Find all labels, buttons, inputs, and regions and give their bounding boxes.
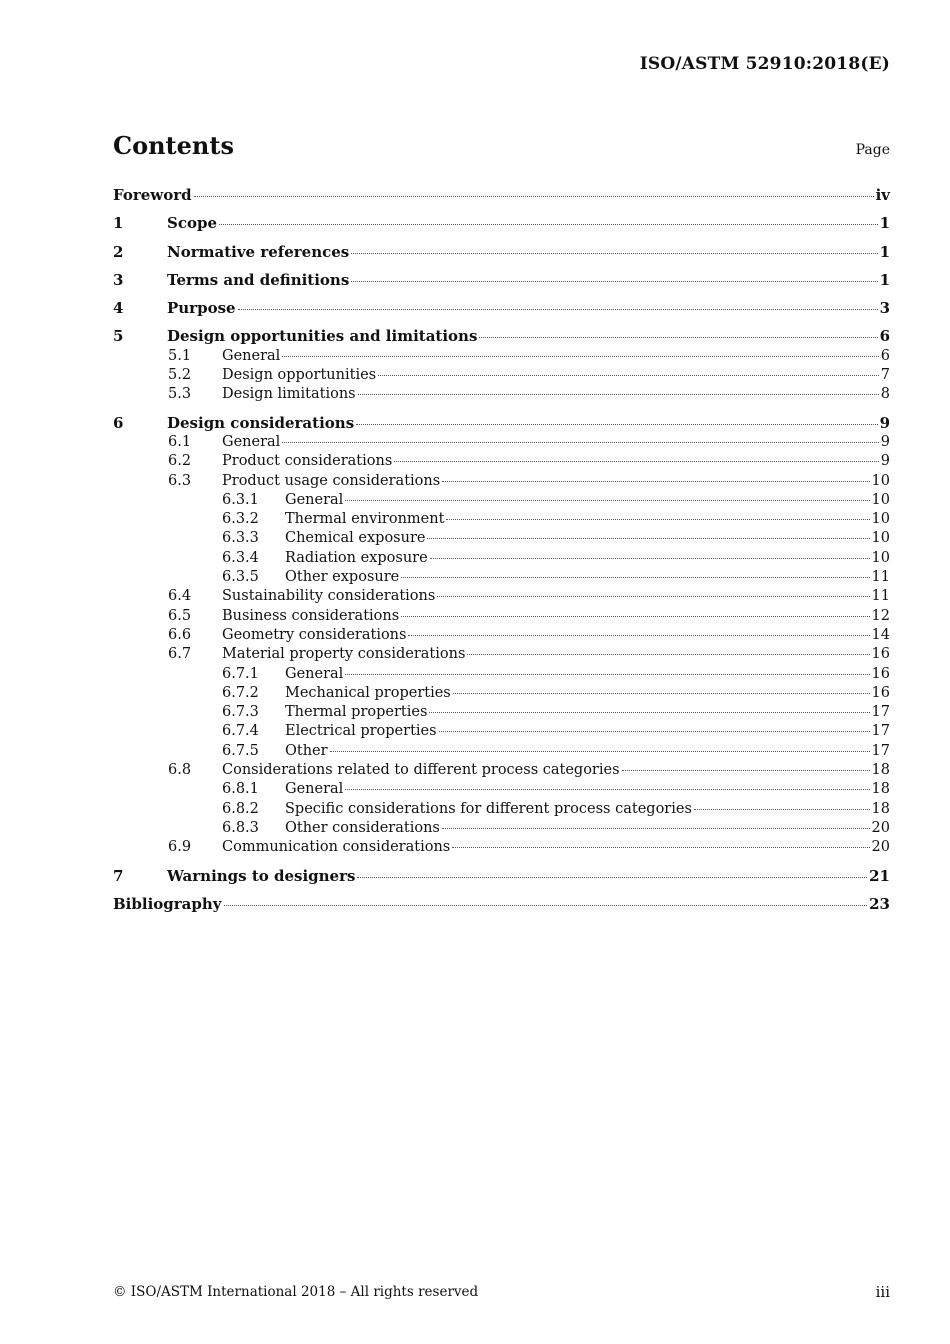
toc-entry-number: 6.2 bbox=[168, 453, 192, 470]
toc-entry[interactable] bbox=[113, 472, 890, 491]
toc-entry-number: 3 bbox=[113, 270, 124, 289]
toc-entry[interactable] bbox=[113, 800, 890, 819]
dot-leader bbox=[437, 595, 869, 597]
toc-entry[interactable] bbox=[113, 895, 890, 914]
toc-entry-page: 18 bbox=[871, 781, 890, 798]
toc-entry-page: 1 bbox=[879, 242, 890, 261]
toc-entry-title: Warnings to designers bbox=[167, 866, 356, 885]
dot-leader bbox=[358, 393, 879, 395]
table-of-contents bbox=[113, 186, 890, 914]
toc-entry[interactable] bbox=[113, 452, 890, 471]
toc-entry-title: General bbox=[285, 665, 344, 682]
toc-entry-number: 6.8.1 bbox=[222, 781, 259, 798]
footer-copyright: © ISO/ASTM International 2018 – All rights reserved bbox=[113, 1284, 479, 1300]
toc-entry-page: iv bbox=[875, 186, 890, 204]
document-header-id: ISO/ASTM 52910:2018(E) bbox=[639, 54, 890, 74]
toc-entry-page: 17 bbox=[871, 704, 890, 721]
dot-leader bbox=[479, 336, 877, 338]
toc-entry-number: 6.7.5 bbox=[222, 742, 259, 759]
toc-entry-title: Specific considerations for different process categories bbox=[285, 800, 692, 817]
dot-leader bbox=[467, 653, 869, 655]
toc-entry-title: Radiation exposure bbox=[285, 549, 428, 566]
toc-entry-page: 7 bbox=[880, 367, 890, 384]
toc-entry-title: Considerations related to different process categories bbox=[222, 762, 620, 779]
toc-entry-page: 9 bbox=[880, 453, 890, 470]
toc-entry-title: Thermal properties bbox=[285, 704, 428, 721]
toc-entry-page: 21 bbox=[869, 866, 890, 885]
toc-entry-number: 6.1 bbox=[168, 433, 192, 450]
toc-entry-page: 10 bbox=[871, 491, 890, 508]
toc-entry-title: Other exposure bbox=[285, 569, 400, 586]
toc-entry-number: 1 bbox=[113, 214, 124, 233]
toc-entry-page: 20 bbox=[871, 819, 890, 836]
dot-leader bbox=[401, 576, 869, 578]
toc-entry[interactable] bbox=[113, 491, 890, 510]
toc-entry-title: Foreword bbox=[113, 186, 192, 204]
toc-entry[interactable] bbox=[113, 414, 890, 433]
dot-leader bbox=[427, 537, 869, 539]
toc-entry-title: General bbox=[222, 347, 281, 364]
toc-entry-number: 5.2 bbox=[168, 367, 192, 384]
toc-entry[interactable] bbox=[113, 645, 890, 664]
toc-entry-title: General bbox=[222, 433, 281, 450]
dot-leader bbox=[356, 423, 877, 425]
toc-entry-page: 9 bbox=[879, 413, 890, 432]
toc-entry-number: 6.3.4 bbox=[222, 549, 259, 566]
toc-entry-title: Design opportunities bbox=[222, 367, 377, 384]
toc-entry[interactable] bbox=[113, 186, 890, 205]
toc-entry-title: Communication considerations bbox=[222, 839, 451, 856]
dot-leader bbox=[219, 223, 878, 225]
dot-leader bbox=[194, 195, 874, 197]
toc-entry[interactable] bbox=[113, 529, 890, 548]
toc-entry-title: Chemical exposure bbox=[285, 530, 426, 547]
dot-leader bbox=[394, 460, 878, 462]
dot-leader bbox=[378, 374, 879, 376]
toc-entry[interactable] bbox=[113, 607, 890, 626]
toc-entry-page: 1 bbox=[879, 270, 890, 289]
toc-entry-page: 10 bbox=[871, 472, 890, 489]
toc-entry[interactable] bbox=[113, 742, 890, 761]
dot-leader bbox=[345, 673, 869, 675]
toc-entry-title: Mechanical properties bbox=[285, 684, 451, 701]
toc-entry[interactable] bbox=[113, 568, 890, 587]
dot-leader bbox=[351, 252, 877, 254]
dot-leader bbox=[408, 634, 869, 636]
toc-entry[interactable] bbox=[113, 722, 890, 741]
footer-page-number: iii bbox=[875, 1283, 890, 1301]
toc-entry-title: Electrical properties bbox=[285, 723, 437, 740]
toc-entry[interactable] bbox=[113, 587, 890, 606]
toc-entry[interactable] bbox=[113, 838, 890, 857]
dot-leader bbox=[351, 280, 877, 282]
toc-entry-title: Terms and definitions bbox=[167, 270, 350, 289]
toc-entry-title: Normative references bbox=[167, 242, 350, 261]
toc-entry-title: Design limitations bbox=[222, 386, 356, 403]
dot-leader bbox=[446, 518, 869, 520]
toc-entry-page: 3 bbox=[879, 299, 890, 318]
toc-entry[interactable] bbox=[113, 327, 890, 346]
toc-entry-page: 17 bbox=[871, 742, 890, 759]
dot-leader bbox=[345, 499, 869, 501]
toc-entry-number: 6.4 bbox=[168, 588, 192, 605]
dot-leader bbox=[357, 876, 867, 878]
toc-entry[interactable] bbox=[113, 703, 890, 722]
page-column-label: Page bbox=[855, 142, 890, 158]
toc-entry-page: 11 bbox=[871, 569, 890, 586]
toc-entry-number: 6.7.3 bbox=[222, 704, 259, 721]
toc-entry-number: 6.6 bbox=[168, 626, 192, 643]
dot-leader bbox=[430, 557, 870, 559]
toc-entry-title: Sustainability considerations bbox=[222, 588, 436, 605]
toc-entry[interactable] bbox=[113, 510, 890, 529]
toc-entry-number: 4 bbox=[113, 299, 124, 318]
toc-entry[interactable] bbox=[113, 366, 890, 385]
toc-entry-number: 6.5 bbox=[168, 607, 192, 624]
dot-leader bbox=[330, 750, 870, 752]
toc-entry-page: 10 bbox=[871, 511, 890, 528]
toc-entry-page: 16 bbox=[871, 684, 890, 701]
toc-entry[interactable] bbox=[113, 433, 890, 452]
toc-entry-page: 9 bbox=[880, 433, 890, 450]
toc-entry-number: 6.8.2 bbox=[222, 800, 259, 817]
toc-entry-title: Scope bbox=[167, 214, 218, 233]
toc-entry[interactable] bbox=[113, 761, 890, 780]
toc-entry[interactable] bbox=[113, 299, 890, 318]
dot-leader bbox=[238, 308, 878, 310]
toc-entry-title: Material property considerations bbox=[222, 646, 466, 663]
toc-entry-page: 23 bbox=[869, 894, 890, 913]
toc-entry[interactable] bbox=[113, 780, 890, 799]
toc-entry-number: 6.3.1 bbox=[222, 491, 259, 508]
toc-entry-title: Other bbox=[285, 742, 328, 759]
toc-entry[interactable] bbox=[113, 626, 890, 645]
toc-entry-number: 6 bbox=[113, 413, 124, 432]
toc-entry-number: 6.7.1 bbox=[222, 665, 259, 682]
toc-entry[interactable] bbox=[113, 819, 890, 838]
dot-leader bbox=[282, 355, 878, 357]
dot-leader bbox=[439, 730, 870, 732]
toc-entry-number: 6.3 bbox=[168, 472, 192, 489]
toc-entry-title: Business considerations bbox=[222, 607, 400, 624]
toc-entry-number: 6.3.3 bbox=[222, 530, 259, 547]
toc-entry[interactable] bbox=[113, 243, 890, 262]
dot-leader bbox=[442, 827, 870, 829]
toc-entry-number: 6.3.2 bbox=[222, 511, 259, 528]
toc-heading: Contents bbox=[113, 131, 234, 160]
toc-entry-number: 6.3.5 bbox=[222, 569, 259, 586]
toc-entry-page: 16 bbox=[871, 646, 890, 663]
toc-entry-number: 6.8.3 bbox=[222, 819, 259, 836]
toc-entry-number: 6.7 bbox=[168, 646, 192, 663]
dot-leader bbox=[453, 692, 870, 694]
toc-entry-page: 6 bbox=[879, 327, 890, 346]
toc-entry-number: 2 bbox=[113, 242, 124, 261]
dot-leader bbox=[622, 769, 870, 771]
toc-entry-page: 16 bbox=[871, 665, 890, 682]
toc-entry-title: General bbox=[285, 491, 344, 508]
toc-entry-title: Product considerations bbox=[222, 453, 393, 470]
toc-entry-title: Bibliography bbox=[113, 894, 222, 913]
dot-leader bbox=[452, 846, 869, 848]
toc-entry-page: 14 bbox=[871, 626, 890, 643]
toc-entry-page: 8 bbox=[880, 386, 890, 403]
dot-leader bbox=[401, 615, 869, 617]
toc-entry-page: 18 bbox=[871, 762, 890, 779]
dot-leader bbox=[429, 711, 869, 713]
toc-entry-page: 11 bbox=[871, 588, 890, 605]
toc-entry[interactable] bbox=[113, 867, 890, 886]
toc-entry-title: Geometry considerations bbox=[222, 626, 407, 643]
toc-entry-number: 6.7.2 bbox=[222, 684, 259, 701]
toc-entry-number: 6.7.4 bbox=[222, 723, 259, 740]
dot-leader bbox=[345, 788, 869, 790]
toc-entry-title: General bbox=[285, 781, 344, 798]
toc-entry-title: Thermal environment bbox=[285, 511, 445, 528]
dot-leader bbox=[442, 480, 869, 482]
dot-leader bbox=[224, 904, 868, 906]
toc-entry[interactable] bbox=[113, 214, 890, 233]
toc-entry-title: Purpose bbox=[167, 299, 236, 318]
toc-entry-title: Design considerations bbox=[167, 413, 355, 432]
toc-entry-page: 1 bbox=[879, 214, 890, 233]
toc-entry[interactable] bbox=[113, 271, 890, 290]
toc-entry-number: 7 bbox=[113, 866, 124, 885]
toc-entry-page: 6 bbox=[880, 347, 890, 364]
toc-entry-title: Design opportunities and limitations bbox=[167, 327, 478, 346]
dot-leader bbox=[694, 808, 870, 810]
toc-entry-page: 18 bbox=[871, 800, 890, 817]
toc-entry[interactable] bbox=[113, 347, 890, 366]
toc-entry-number: 6.8 bbox=[168, 762, 192, 779]
dot-leader bbox=[282, 441, 878, 443]
toc-entry[interactable] bbox=[113, 385, 890, 404]
toc-entry-number: 5.1 bbox=[168, 347, 192, 364]
toc-entry-title: Other considerations bbox=[285, 819, 440, 836]
toc-entry-title: Product usage considerations bbox=[222, 472, 441, 489]
toc-entry[interactable] bbox=[113, 549, 890, 568]
toc-entry-page: 20 bbox=[871, 839, 890, 856]
toc-entry-number: 6.9 bbox=[168, 839, 192, 856]
toc-entry[interactable] bbox=[113, 665, 890, 684]
toc-entry[interactable] bbox=[113, 684, 890, 703]
toc-entry-number: 5.3 bbox=[168, 386, 192, 403]
toc-entry-page: 17 bbox=[871, 723, 890, 740]
toc-entry-page: 10 bbox=[871, 549, 890, 566]
toc-entry-number: 5 bbox=[113, 327, 124, 346]
toc-entry-page: 12 bbox=[871, 607, 890, 624]
toc-entry-page: 10 bbox=[871, 530, 890, 547]
